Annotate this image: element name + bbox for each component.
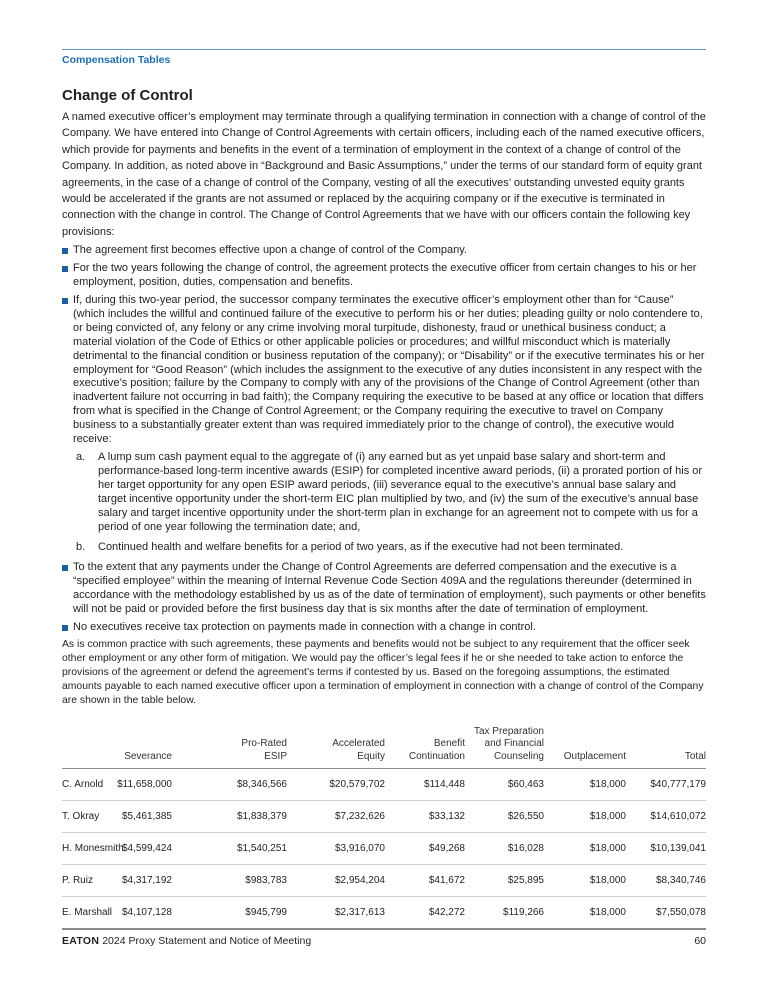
list-item: If, during this two-year period, the successor company terminates the executive officer’s employment other than for “Cause” (which includes the willful and continued failure of the executive to perform his or her duties; pleading guilty or nolo contendere to, or being convicted of, any felony or any crime involving moral turpitude, dishonesty, fraud or unethical business conduct; a material violation of the Code of Ethics or other applicable policies or procedures; and willful misconduct which is materially detrimental to the financial condition or business reputation of the company); or “Disability” or if the executive terminates his or her employment for “Good Reason” (which includes the assignment to the executive of any duties inconsistent in any respect with the executive’s position; failure by the Company to comply with any of the provisions of the Change of Control Agreement (other than inadvertent failure not occurring in bad faith); the Company requiring the executive to be based at any office or location that differs from what is specified in the Change of Control Agreement; or the Company requiring the executive to travel on Company business to a substantially greater extent than was required immediately prior to the change of control), the executive would receive: a. A lump sum cash payment equal to the aggregate of (i) any earned but as yet unpaid base salary and short-term and performance-based long-term incentive awards (ESIP) for completed incentive award periods, (ii) a prorated portion of his or her target opportunity for any open ESIP award periods, (iii) severance equal to the executive’s annual base salary and target incentive opportunity under the short-term EIC plan multiplied by two, and (iv) the sum of the executive’s annual base salary and target incentive opportunity under the short-term plan in exchange for an agreement not to compete with us for a period of one year following the termination date; and, b. Continued health and welfare benefits for a period of two years, as if the executive had not been terminated. — [62, 294, 706, 554]
document-title: 2024 Proxy Statement and Notice of Meeting — [102, 935, 312, 947]
executive-name: H. Monesmith — [62, 843, 124, 854]
table-row: E. Marshall $4,107,128 $945,799 $2,317,613 $42,272 $119,266 $18,000 $7,550,078 — [62, 897, 706, 929]
bullet-square-icon — [62, 625, 68, 631]
table-header — [62, 724, 706, 769]
bullet-square-icon — [62, 266, 68, 272]
page-title: Change of Control — [62, 87, 193, 104]
bullet-square-icon — [62, 565, 68, 571]
column-header: Severance — [124, 750, 172, 762]
column-header: Tax Preparation and Financial Counseling — [473, 725, 544, 762]
column-header: Total — [684, 750, 706, 762]
list-item: The agreement first becomes effective upon a change of control of the Company. — [62, 244, 706, 258]
executive-name: E. Marshall — [62, 907, 113, 918]
eaton-logo: EATON — [62, 935, 100, 947]
table-row: T. Okray $5,461,385 $1,838,379 $7,232,626 $33,132 $26,550 $18,000 $14,610,072 — [62, 801, 706, 833]
sub-list-item: a. A lump sum cash payment equal to the aggregate of (i) any earned but as yet unpaid base salary and short-term and performance-based long-term incentive awards (ESIP) for completed incentive award periods, (ii) a prorated portion of his or her target opportunity for any open ESIP award periods, (iii) severance equal to the executive’s annual base salary and target incentive opportunity under the short-term EIC plan multiplied by two, and (iv) the sum of the executive’s annual base salary and target incentive opportunity under the short-term plan in exchange for an agreement not to compete with us for a period of one year following the termination date; and, — [76, 450, 703, 533]
list-item: No executives receive tax protection on payments made in connection with a change in control. — [62, 621, 706, 635]
header-rule — [62, 49, 706, 50]
provisions-list — [62, 244, 706, 634]
table-row: C. Arnold $11,658,000 $8,346,566 $20,579,702 $114,448 $60,463 $18,000 $40,777,179 — [62, 769, 706, 801]
section-tag: Compensation Tables — [62, 54, 171, 66]
column-header: Pro-Rated ESIP — [241, 738, 287, 762]
table-row: P. Ruiz $4,317,192 $983,783 $2,954,204 $41,672 $25,895 $18,000 $8,340,746 — [62, 865, 706, 897]
executive-name: T. Okray — [62, 811, 100, 822]
list-item: To the extent that any payments under the Change of Control Agreements are deferred compensation and the executive is a “specified employee” within the meaning of Internal Revenue Code Section 409A and the regulations thereunder (determined in accordance with the methodology established by us as of the date of termination of employment), such payments or other benefits will not be paid or provided before the first business day that is six months after the date of termination of employment. — [62, 561, 706, 617]
page-footer — [62, 935, 706, 947]
column-header: Benefit Continuation — [408, 738, 465, 762]
column-header: Accelerated Equity — [332, 738, 385, 762]
change-of-control-table — [62, 724, 706, 929]
bullet-square-icon — [62, 298, 68, 304]
page-number: 60 — [694, 935, 706, 947]
executive-name: C. Arnold — [62, 779, 104, 790]
bullet-square-icon — [62, 248, 68, 254]
column-header: Outplacement — [563, 750, 626, 762]
sub-list-item: b. Continued health and welfare benefits for a period of two years, as if the executive had not been terminated. — [76, 540, 624, 553]
list-item: For the two years following the change of control, the agreement protects the executive officer from certain changes to his or her employment, position, duties, compensation and benefits. — [62, 262, 706, 290]
intro-paragraph: A named executive officer’s employment may terminate through a qualifying termination in connection with a change of control of the Company. We have entered into Change of Control Agreements with certain officers, including each of the named executive officers, which provide for payments and benefits in the event of a termination of employment in the context of a change of control of the Company. In addition, as noted above in “Background and Basic Assumptions,” under the terms of our standard form of equity grant agreements, in the case of a change of control of the Company, vesting of all the executives’ outstanding unvested equity grants would be accelerated if the grants are not assumed or replaced by the acquiring company or if the executive is terminated in connection with the change in control. The Change of Control Agreements that we have with our officers contain the following key provisions: — [62, 111, 706, 238]
executive-name: P. Ruiz — [62, 875, 93, 886]
closing-paragraph: As is common practice with such agreements, these payments and benefits would not be subject to any requirement that the officer seek other employment or any other form of mitigation. We would pay the officer’s legal fees if he or she needed to take action to enforce the provisions of the agreement or defend the agreement’s terms if contested by us. Based on the foregoing assumptions, the estimated amounts payable to each named executive officer upon a termination of employment in connection with a change of control of the Company are shown in the table below. — [62, 639, 704, 707]
footer-rule — [62, 929, 706, 930]
content — [62, 87, 706, 708]
benefits-sublist — [73, 450, 706, 554]
table-row: H. Monesmith $4,599,424 $1,540,251 $3,916,070 $49,268 $16,028 $18,000 $10,139,041 — [62, 833, 706, 865]
